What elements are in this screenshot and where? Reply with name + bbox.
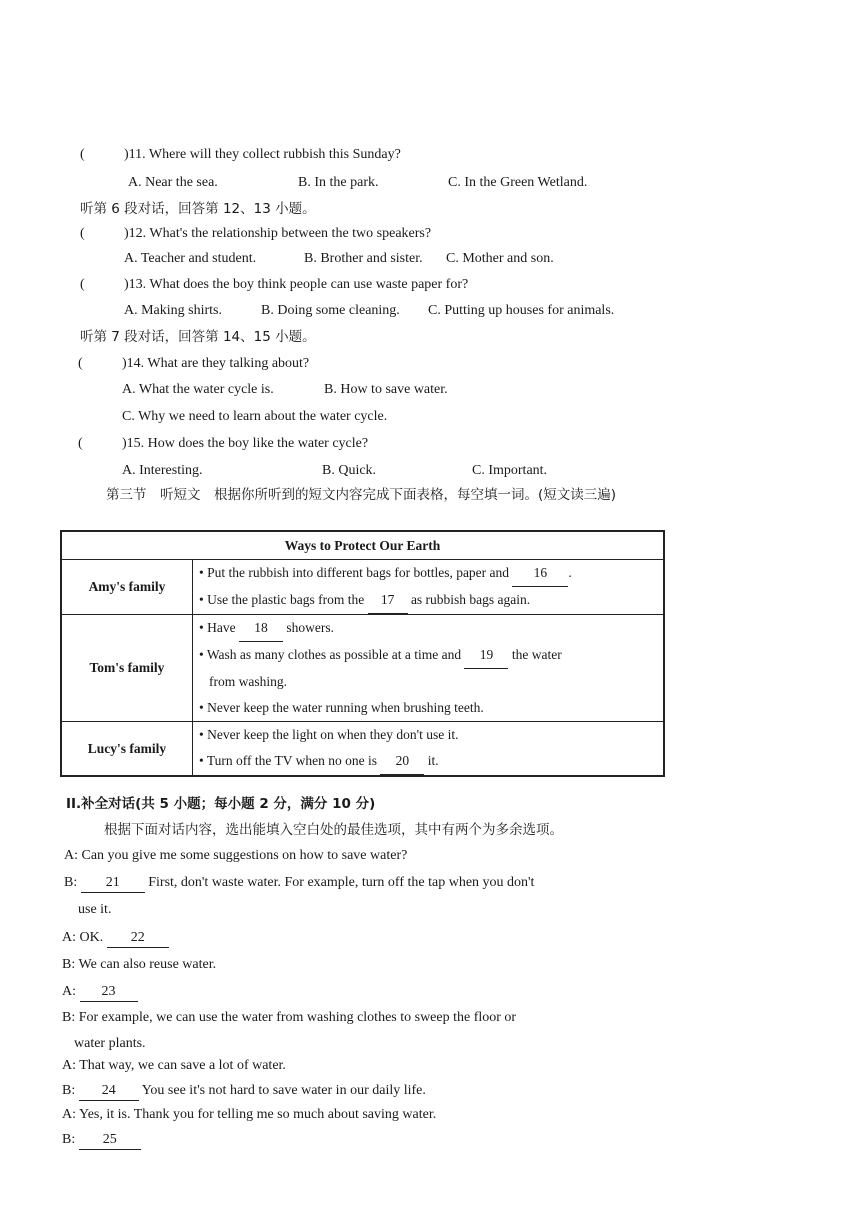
question-11: [80, 146, 401, 164]
option-c: C. In the Green Wetland.: [448, 175, 588, 190]
blank-16[interactable]: 16: [512, 560, 568, 587]
option-a: A. Teacher and student.: [124, 251, 257, 266]
table-row-tom: [61, 615, 664, 722]
dialog-6-instruction: 听第 6 段对话，回答第 12、13 小题。: [80, 201, 316, 217]
dialog-line: B: 21 First, don't waste water. For example, turn off the tap when you don't: [64, 874, 534, 893]
answer-bracket[interactable]: (: [78, 356, 83, 371]
blank-17[interactable]: 17: [368, 587, 408, 614]
table-row-lucy: [61, 722, 664, 777]
dialog-line: A: Yes, it is. Thank you for telling me so much about saving water.: [62, 1107, 437, 1122]
list-item: • Put the rubbish into different bags for bottles, paper and 16 .: [199, 560, 657, 587]
dialog-7-instruction: 听第 7 段对话，回答第 14、15 小题。: [80, 329, 316, 345]
answer-bracket[interactable]: (: [78, 436, 83, 451]
question-stem: What does the boy think people can use waste paper for?: [149, 277, 469, 292]
dialog-line-continuation: water plants.: [74, 1036, 146, 1051]
option-c: C. Putting up houses for animals.: [428, 303, 615, 318]
option-a: A. Near the sea.: [128, 175, 218, 190]
family-label: Lucy's family: [61, 722, 193, 777]
family-label: Tom's family: [61, 615, 193, 722]
answer-bracket[interactable]: (: [80, 147, 85, 162]
list-item-continuation: from washing.: [209, 674, 287, 689]
option-b: B. Brother and sister.: [304, 251, 423, 266]
option-a: A. What the water cycle is.: [122, 382, 274, 397]
table-title: Ways to Protect Our Earth: [61, 531, 664, 560]
answer-bracket[interactable]: (: [80, 277, 85, 292]
question-stem: How does the boy like the water cycle?: [147, 436, 369, 451]
option-a: A. Making shirts.: [124, 303, 222, 318]
dialog-line: B: For example, we can use the water from washing clothes to sweep the floor or: [62, 1010, 517, 1025]
blank-25[interactable]: 25: [79, 1131, 141, 1150]
dialog-line: A: 23: [62, 983, 138, 1002]
list-item: • Turn off the TV when no one is 20 it.: [199, 748, 657, 775]
part-2-instruction: 根据下面对话内容，选出能填入空白处的最佳选项，其中有两个为多余选项。: [104, 822, 563, 838]
question-13: [80, 276, 468, 294]
option-c: C. Mother and son.: [446, 251, 554, 266]
dialog-line: A: Can you give me some suggestions on how to save water?: [64, 848, 408, 863]
option-c: C. Why we need to learn about the water cycle.: [122, 409, 388, 424]
ways-table: [60, 530, 665, 777]
question-number: )14.: [122, 356, 145, 371]
dialog-line: B: We can also reuse water.: [62, 957, 217, 972]
question-14-options-ab: [122, 381, 448, 399]
question-number: )13.: [124, 277, 147, 292]
blank-22[interactable]: 22: [107, 929, 169, 948]
blank-23[interactable]: 23: [80, 983, 138, 1002]
question-number: )12.: [124, 226, 147, 241]
question-stem: What's the relationship between the two speakers?: [149, 226, 432, 241]
list-item: • Wash as many clothes as possible at a time and 19 the water: [199, 642, 657, 669]
option-b: B. Doing some cleaning.: [261, 303, 400, 318]
list-item: • Never keep the light on when they don't use it.: [199, 727, 459, 742]
blank-18[interactable]: 18: [239, 615, 283, 642]
blank-20[interactable]: 20: [380, 748, 424, 775]
list-item: • Have 18 showers.: [199, 615, 657, 642]
question-number: )11.: [124, 147, 146, 162]
question-13-options: [124, 302, 614, 320]
question-number: )15.: [122, 436, 145, 451]
question-14: [78, 355, 309, 373]
dialog-line: B: 25: [62, 1131, 141, 1150]
answer-bracket[interactable]: (: [80, 226, 85, 241]
dialog-line: B: 24 You see it's not hard to save water in our daily life.: [62, 1082, 426, 1101]
family-label: Amy's family: [61, 560, 193, 615]
question-11-options: [128, 174, 587, 192]
question-stem: Where will they collect rubbish this Sunday?: [148, 147, 401, 162]
question-12-options: [124, 250, 554, 268]
option-a: A. Interesting.: [122, 463, 203, 478]
blank-19[interactable]: 19: [464, 642, 508, 669]
option-b: B. How to save water.: [324, 382, 448, 397]
option-b: B. Quick.: [322, 463, 377, 478]
list-item: • Never keep the water running when brushing teeth.: [199, 700, 484, 715]
blank-21[interactable]: 21: [81, 874, 145, 893]
question-stem: What are they talking about?: [147, 356, 310, 371]
question-12: [80, 225, 431, 243]
table-row-amy: [61, 560, 664, 615]
list-item: • Use the plastic bags from the 17 as rubbish bags again.: [199, 587, 657, 614]
dialog-line: A: That way, we can save a lot of water.: [62, 1058, 286, 1073]
blank-24[interactable]: 24: [79, 1082, 139, 1101]
option-b: B. In the park.: [298, 175, 379, 190]
dialog-line: A: OK. 22: [62, 929, 169, 948]
question-15: [78, 435, 368, 453]
question-15-options: [122, 462, 547, 480]
dialog-line-continuation: use it.: [78, 902, 112, 917]
option-c: C. Important.: [472, 463, 548, 478]
section-3-instruction: 第三节 听短文 根据你所听到的短文内容完成下面表格，每空填一词。(短文读三遍): [106, 487, 617, 503]
part-2-title: II.补全对话(共 5 小题；每小题 2 分，满分 10 分): [66, 796, 376, 812]
